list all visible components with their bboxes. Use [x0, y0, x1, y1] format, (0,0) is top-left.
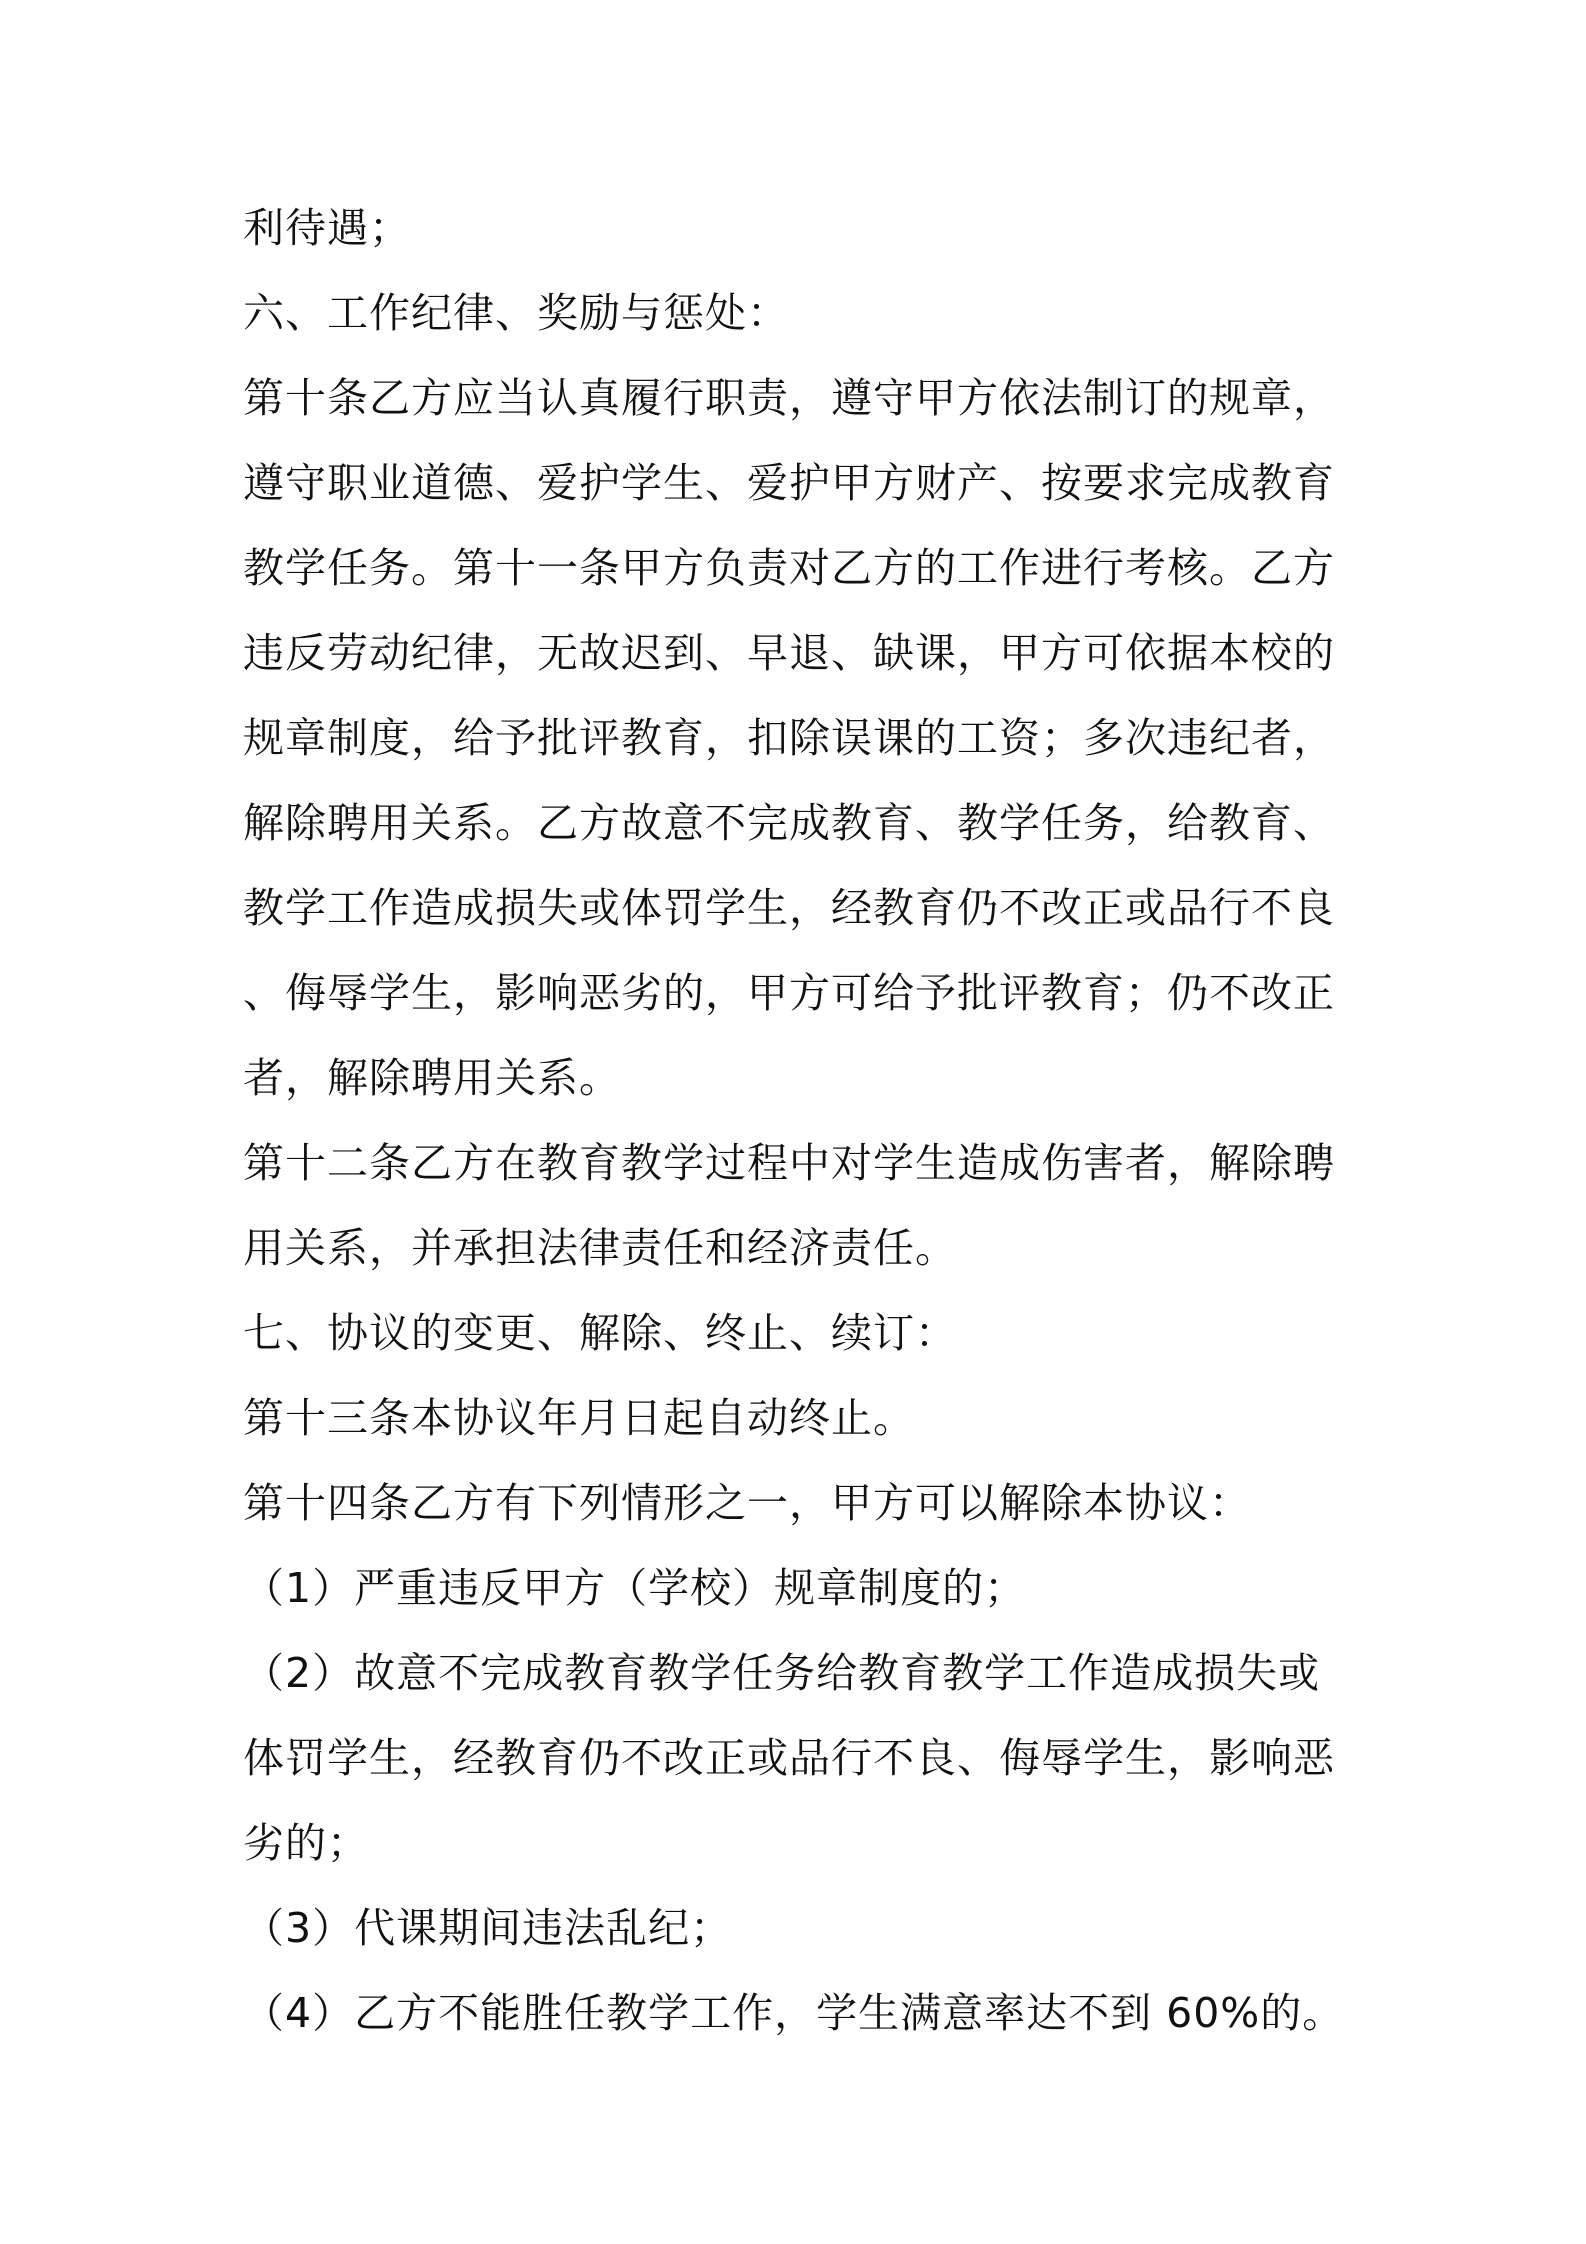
list-item: （3）代课期间违法乱纪；: [243, 1904, 733, 1952]
text-line: 利待遇；: [243, 204, 411, 252]
text-line: 违反劳动纪律，无故迟到、早退、缺课，甲方可依据本校的: [243, 629, 1335, 677]
text-line: 第十二条乙方在教育教学过程中对学生造成伤害者，解除聘: [243, 1139, 1335, 1187]
list-item: （1）严重违反甲方（学校）规章制度的；: [243, 1564, 1027, 1612]
text-line: 遵守职业道德、爱护学生、爱护甲方财产、按要求完成教育: [243, 459, 1335, 507]
list-item: （2）故意不完成教育教学任务给教育教学工作造成损失或: [243, 1649, 1321, 1697]
text-line: 者，解除聘用关系。: [243, 1054, 621, 1102]
text-line: 劣的；: [243, 1819, 369, 1867]
text-line: 、侮辱学生，影响恶劣的，甲方可给予批评教育；仍不改正: [243, 969, 1335, 1017]
text-line: 规章制度，给予批评教育，扣除误课的工资；多次违纪者，: [243, 714, 1335, 762]
text-line: 第十条乙方应当认真履行职责，遵守甲方依法制订的规章，: [243, 374, 1335, 422]
text-line: 用关系，并承担法律责任和经济责任。: [243, 1224, 957, 1272]
list-item: （4）乙方不能胜任教学工作，学生满意率达不到 60%的。: [243, 1989, 1345, 2037]
section-heading: 六、工作纪律、奖励与惩处：: [243, 289, 789, 337]
text-line: 第十四条乙方有下列情形之一，甲方可以解除本协议：: [243, 1479, 1251, 1527]
text-line: 解除聘用关系。乙方故意不完成教育、教学任务，给教育、: [243, 799, 1335, 847]
text-line: 第十三条本协议年月日起自动终止。: [243, 1394, 915, 1442]
text-line: 体罚学生，经教育仍不改正或品行不良、侮辱学生，影响恶: [243, 1734, 1335, 1782]
text-line: 教学任务。第十一条甲方负责对乙方的工作进行考核。乙方: [243, 544, 1335, 592]
text-line: 教学工作造成损失或体罚学生，经教育仍不改正或品行不良: [243, 884, 1335, 932]
section-heading: 七、协议的变更、解除、终止、续订：: [243, 1309, 957, 1357]
